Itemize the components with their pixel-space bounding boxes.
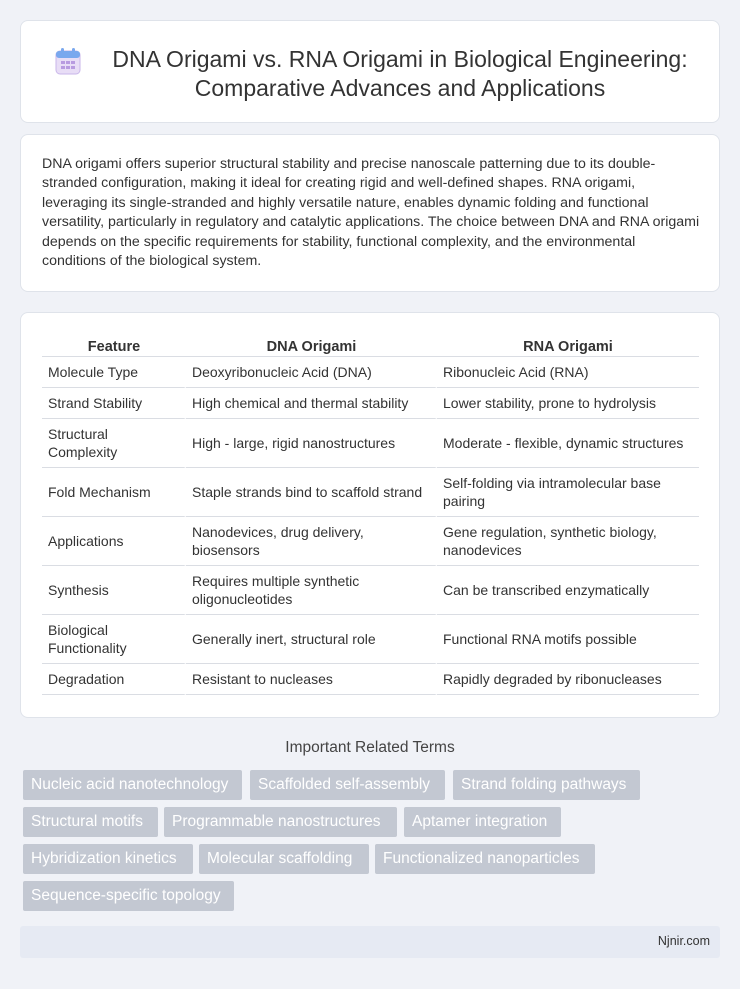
dna-cell: Deoxyribonucleic Acid (DNA) [186,357,437,388]
dna-cell: Generally inert, structural role [186,615,437,664]
header-dna-origami: DNA Origami [186,333,437,357]
rna-cell: Rapidly degraded by ribonucleases [437,664,699,695]
feature-cell: Synthesis [42,566,186,615]
feature-cell: Molecule Type [42,357,186,388]
dna-cell: High - large, rigid nanostructures [186,419,437,468]
footer-site-link[interactable]: Njnir.com [657,934,710,948]
tag-structural-motifs[interactable]: Structural motifs [23,807,158,837]
related-terms-heading: Important Related Terms [285,739,455,756]
table-row [42,468,699,517]
rna-cell: Self-folding via intramolecular base pairing [437,468,699,517]
tag-aptamer-integration[interactable]: Aptamer integration [404,807,561,837]
tag-scaffolded-self-assembly[interactable]: Scaffolded self-assembly [250,770,445,800]
table-row [42,566,699,615]
tag-programmable-nanostructures[interactable]: Programmable nanostructures [164,807,397,837]
rna-cell: Ribonucleic Acid (RNA) [437,357,699,388]
table-row [42,664,699,695]
calendar-icon [55,47,81,75]
dna-cell: Requires multiple synthetic oligonucleotides [186,566,437,615]
intro-paragraph: DNA origami offers superior structural stability and precise nanoscale patterning due to its double-stranded configuration, making it ideal for creating rigid and well-defined shapes. RNA origami, leveraging its single-stranded and highly versatile nature, enables dynamic folding and functional versatility, particularly in regulatory and catalytic applications. The choice between DNA and RNA origami depends on the specific requirements for stability, functional complexity, and the environmental conditions of the biological system. [42,156,700,270]
table-row [42,388,699,419]
intro-card [20,134,720,292]
tag-hybridization-kinetics[interactable]: Hybridization kinetics [23,844,193,874]
tag-molecular-scaffolding[interactable]: Molecular scaffolding [199,844,369,874]
table-row [42,419,699,468]
dna-cell: Staple strands bind to scaffold strand [186,468,437,517]
header-rna-origami: RNA Origami [437,333,699,357]
rna-cell: Gene regulation, synthetic biology, nanodevices [437,517,699,566]
title-card [20,20,720,123]
table-row [42,615,699,664]
feature-cell: Structural Complexity [42,419,186,468]
rna-cell: Lower stability, prone to hydrolysis [437,388,699,419]
dna-cell: Resistant to nucleases [186,664,437,695]
tag-nucleic-acid-nanotechnology[interactable]: Nucleic acid nanotechnology [23,770,242,800]
feature-cell: Strand Stability [42,388,186,419]
tag-strand-folding-pathways[interactable]: Strand folding pathways [453,770,640,800]
feature-cell: Applications [42,517,186,566]
rna-cell: Can be transcribed enzymatically [437,566,699,615]
comparison-table-card [20,312,720,718]
comparison-table [42,333,699,695]
dna-cell: Nanodevices, drug delivery, biosensors [186,517,437,566]
tag-functionalized-nanoparticles[interactable]: Functionalized nanoparticles [375,844,595,874]
feature-cell: Degradation [42,664,186,695]
tag-sequence-specific-topology[interactable]: Sequence-specific topology [23,881,234,911]
feature-cell: Fold Mechanism [42,468,186,517]
footer [20,926,720,958]
feature-cell: Biological Functionality [42,615,186,664]
header-feature: Feature [42,333,186,357]
table-header-row [42,333,699,357]
page-title: DNA Origami vs. RNA Origami in Biological Engineering: Comparative Advances and Applications [112,46,688,101]
dna-cell: High chemical and thermal stability [186,388,437,419]
table-row [42,357,699,388]
rna-cell: Moderate - flexible, dynamic structures [437,419,699,468]
table-row [42,517,699,566]
rna-cell: Functional RNA motifs possible [437,615,699,664]
